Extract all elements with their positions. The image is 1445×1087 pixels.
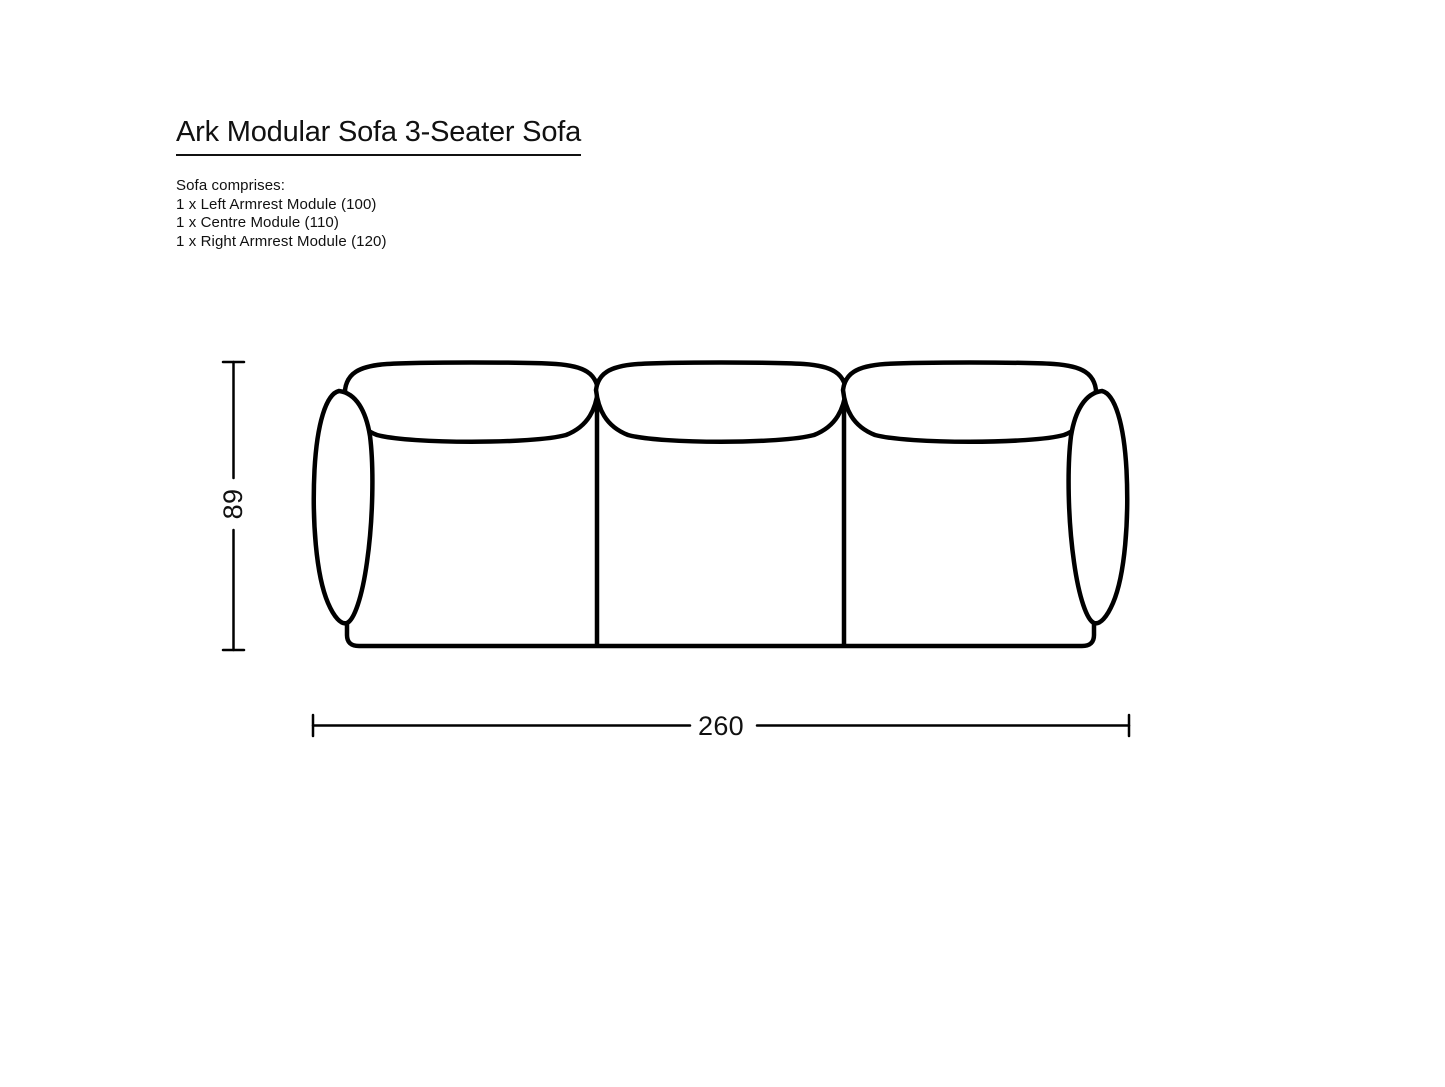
module-list-item-right-armrest: 1 x Right Armrest Module (120) [176, 232, 387, 250]
depth-dimension-label: 89 [218, 488, 248, 520]
module-list-item-centre: 1 x Centre Module (110) [176, 214, 339, 231]
seat-base-outline [347, 616, 1094, 646]
right-armrest-outline [1069, 391, 1128, 623]
page-title: Ark Modular Sofa 3-Seater Sofa [176, 116, 581, 156]
back-cushion-right [843, 363, 1096, 442]
module-list-item-left-armrest: 1 x Left Armrest Module (100) [176, 195, 377, 213]
comprises-label: Sofa comprises: [176, 177, 286, 194]
back-cushion-left [345, 363, 598, 442]
back-cushion-centre [596, 363, 846, 442]
left-armrest-outline [314, 391, 373, 623]
width-dimension-label: 260 [698, 711, 744, 741]
